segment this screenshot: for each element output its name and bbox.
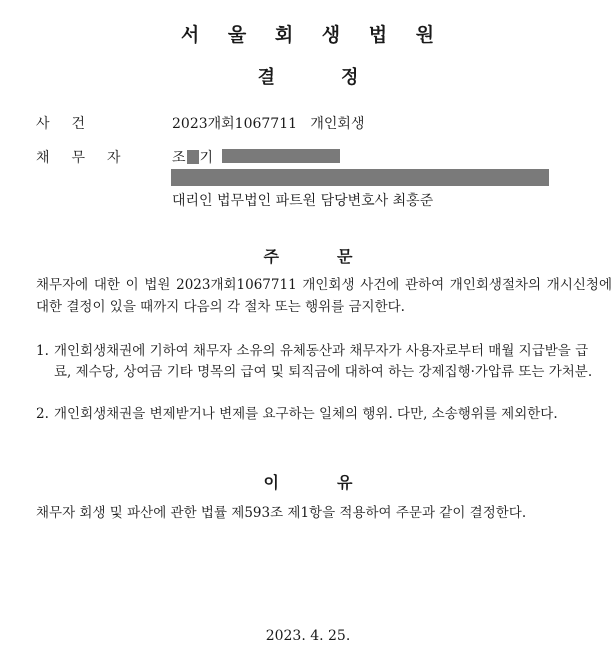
debtor-name <box>172 147 213 167</box>
court-name: 서 울 회 생 법 원 <box>180 24 446 46</box>
order-item <box>36 404 596 425</box>
debtor-name-first: 조 <box>172 150 186 166</box>
redaction-block <box>171 169 549 186</box>
reason-paragraph: 채무자 회생 및 파산에 관한 법률 제593조 제1항을 적용하여 주문과 같이 결정한다. <box>36 505 527 521</box>
reason-heading-left: 이 <box>263 473 279 492</box>
order-item-text: 개인회생채권에 기하여 채무자 소유의 유체동산과 채무자가 사용자로부터 매월 지급받을 급료, 제수당, 상여금 기타 명목의 급여 및 퇴직금에 대하여 하는 강제집행·가압류 또는 가처분. <box>54 343 593 380</box>
document-title-right: 정 <box>341 67 359 88</box>
order-item-number: 2. <box>36 406 49 422</box>
debtor-name-last: 기 <box>199 150 214 166</box>
case-number-value: 2023개회1067711 개인회생 <box>172 116 365 132</box>
reason-heading-right: 유 <box>337 473 353 492</box>
representative: 대리인 법무법인 파트원 담당변호사 최홍준 <box>172 193 434 209</box>
order-item-number: 1. <box>36 343 49 359</box>
order-item <box>36 341 596 383</box>
decision-date: 2023. 4. 25. <box>265 628 351 644</box>
debtor-label: 채무자 <box>36 150 143 166</box>
document-title-left: 결 <box>257 67 275 88</box>
order-heading-left: 주 <box>263 247 279 266</box>
redaction-block <box>187 150 199 164</box>
case-label: 사건 <box>36 116 108 132</box>
order-heading-right: 문 <box>337 247 353 266</box>
redaction-block <box>222 149 340 163</box>
order-intro-paragraph: 채무자에 대한 이 법원 2023개회1067711 개인회생 사건에 관하여 개인회생절차의 개시신청에 대한 결정이 있을 때까지 다음의 각 절차 또는 행위를 금지한다. <box>36 277 612 315</box>
reason-heading <box>0 470 616 493</box>
order-heading <box>0 244 616 267</box>
order-item-text: 개인회생채권을 변제받거나 변제를 요구하는 일체의 행위. 다만, 소송행위를 제외한다. <box>54 406 558 422</box>
document-title <box>0 63 616 89</box>
